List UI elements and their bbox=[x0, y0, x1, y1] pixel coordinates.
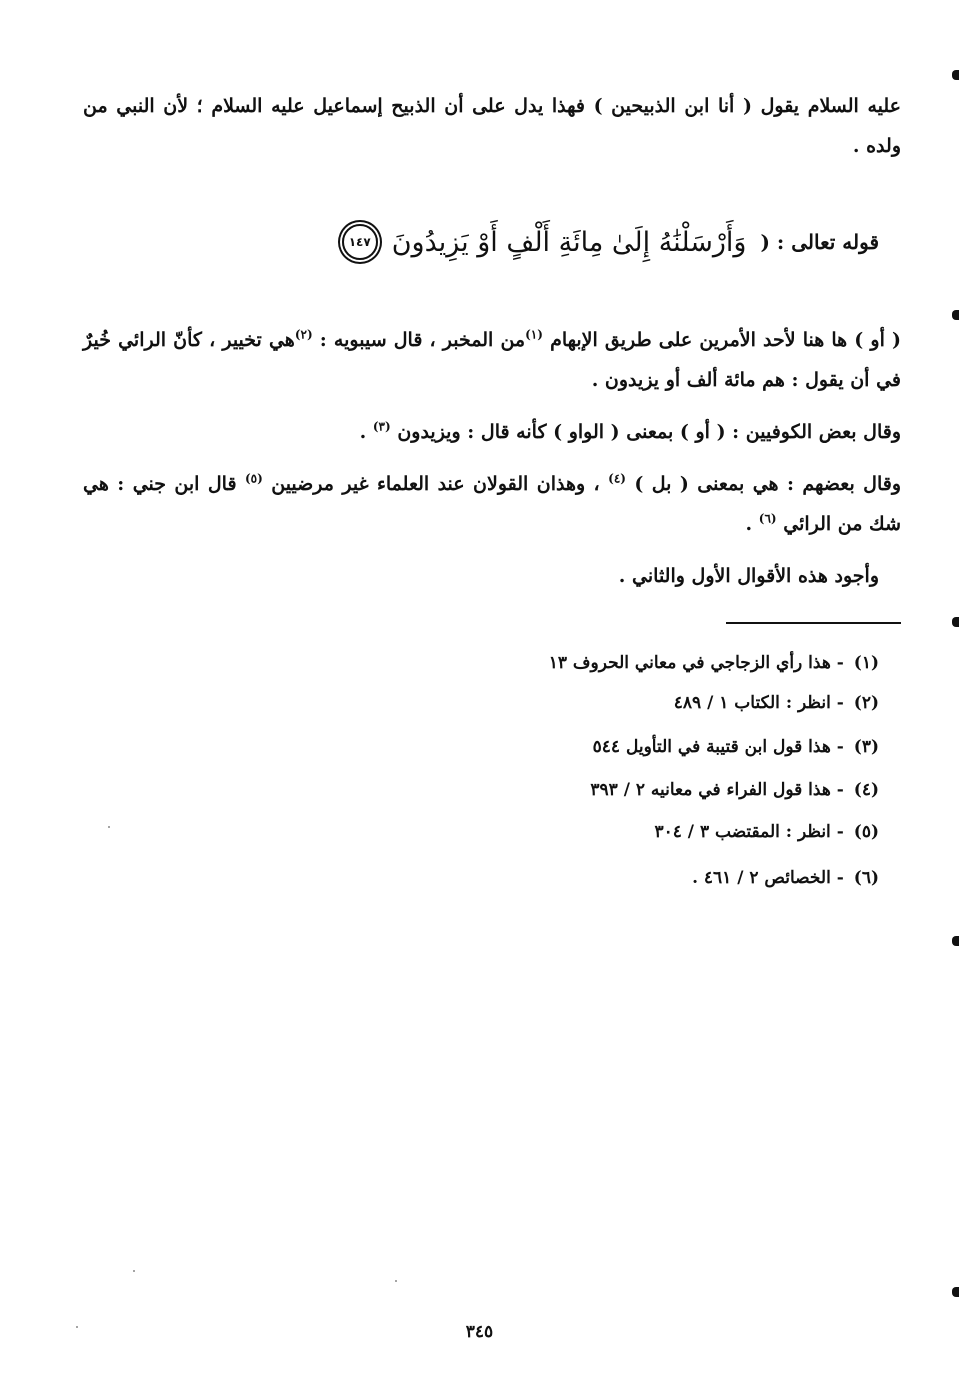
footnote-reference: (٦) bbox=[758, 511, 777, 526]
footnote-number: (١) bbox=[853, 653, 879, 673]
quran-verse-text: وَأَرْسَلْنَٰهُ إِلَىٰ مِائَةِ أَلْفٍ أَوْ يَزِيدُونَ bbox=[391, 226, 747, 258]
footnote-text: - انظر : المقتضب ٣ / ٣٠٤ bbox=[654, 822, 844, 842]
paragraph-conclusion bbox=[619, 556, 879, 596]
scan-speck bbox=[133, 1270, 135, 1272]
paragraph-text: هي تخيير ، كأنّ الرائي خُيرٌ في أن يقول : هم مائة ألف أو يزيدون . bbox=[83, 329, 901, 391]
binding-hole-mark bbox=[952, 310, 959, 320]
footnote-text: - هذا رأي الزجاجي في معاني الحروف ١٣ bbox=[548, 653, 844, 673]
paragraph-text: عليه السلام يقول ( أنا ابن الذبيحين ) فهذا يدل على أن الذبيح إسماعيل عليه السلام ؛ لأن النبي من ولده . bbox=[83, 95, 901, 157]
footnote-item bbox=[549, 648, 879, 678]
paragraph-text: وأجود هذه الأقوال الأول والثاني . bbox=[618, 565, 879, 587]
paragraph-text: ( أو ) ها هنا لأحد الأمرين على طريق الإبهام bbox=[550, 329, 901, 351]
paragraph-text: ، وهذان القولان عند العلماء غير مرضيين bbox=[271, 473, 600, 495]
footnote-item bbox=[593, 732, 879, 762]
paragraph-text: قال ابن جني : هي شك من الرائي bbox=[83, 473, 901, 535]
scan-speck bbox=[108, 826, 110, 828]
paragraph-text: من المخبر ، قال سيبويه : bbox=[319, 329, 526, 351]
footnote-reference: (١) bbox=[525, 327, 543, 342]
quran-verse-line bbox=[342, 218, 879, 266]
page-number: ٣٤٥ bbox=[465, 1322, 494, 1342]
paragraph-aw-meaning bbox=[83, 320, 901, 400]
ayah-number-marker: ١٤٧ bbox=[342, 224, 378, 260]
binding-hole-mark bbox=[952, 1287, 959, 1297]
footnote-item bbox=[692, 863, 879, 893]
binding-hole-mark bbox=[952, 70, 959, 80]
paragraph-text: . bbox=[359, 421, 367, 443]
footnote-text: - هذا قول ابن قتيبة في التأويل ٥٤٤ bbox=[592, 737, 844, 757]
footnote-item bbox=[654, 817, 879, 847]
paragraph-kufi-opinion bbox=[360, 412, 901, 452]
binding-hole-mark bbox=[952, 936, 959, 946]
footnote-number: (٥) bbox=[853, 822, 879, 842]
footnote-number: (٦) bbox=[853, 868, 879, 888]
binding-hole-mark bbox=[952, 617, 959, 627]
footnote-number: (٢) bbox=[853, 693, 879, 713]
footnote-divider bbox=[726, 622, 901, 624]
paragraph-ismail-sacrifice bbox=[83, 86, 901, 166]
paragraph-text: وقال بعض الكوفيين : ( أو ) بمعنى ( الواو ) كأنه قال : ويزيدون bbox=[397, 421, 901, 443]
paragraph-text: . bbox=[745, 513, 753, 535]
footnote-text: - الخصائص ٢ / ٤٦١ . bbox=[692, 868, 844, 888]
paragraph-text: وقال بعضهم : هي بمعنى ( بل ) bbox=[634, 473, 901, 495]
footnote-item bbox=[590, 775, 879, 805]
verse-intro-label: قوله تعالى : ( bbox=[760, 230, 879, 254]
paragraph-other-opinions bbox=[83, 464, 901, 544]
footnote-reference: (٥) bbox=[244, 471, 263, 486]
footnote-reference: (٣) bbox=[372, 419, 391, 434]
footnote-text: - هذا قول الفراء في معانيه ٢ / ٣٩٣ bbox=[590, 780, 844, 800]
footnote-number: (٤) bbox=[853, 780, 879, 800]
footnote-number: (٣) bbox=[853, 737, 879, 757]
footnote-reference: (٤) bbox=[608, 471, 626, 486]
scan-speck bbox=[395, 1280, 397, 1282]
footnote-item bbox=[674, 688, 879, 718]
footnote-text: - انظر : الكتاب ١ / ٤٨٩ bbox=[673, 693, 844, 713]
footnote-reference: (٢) bbox=[294, 327, 313, 342]
